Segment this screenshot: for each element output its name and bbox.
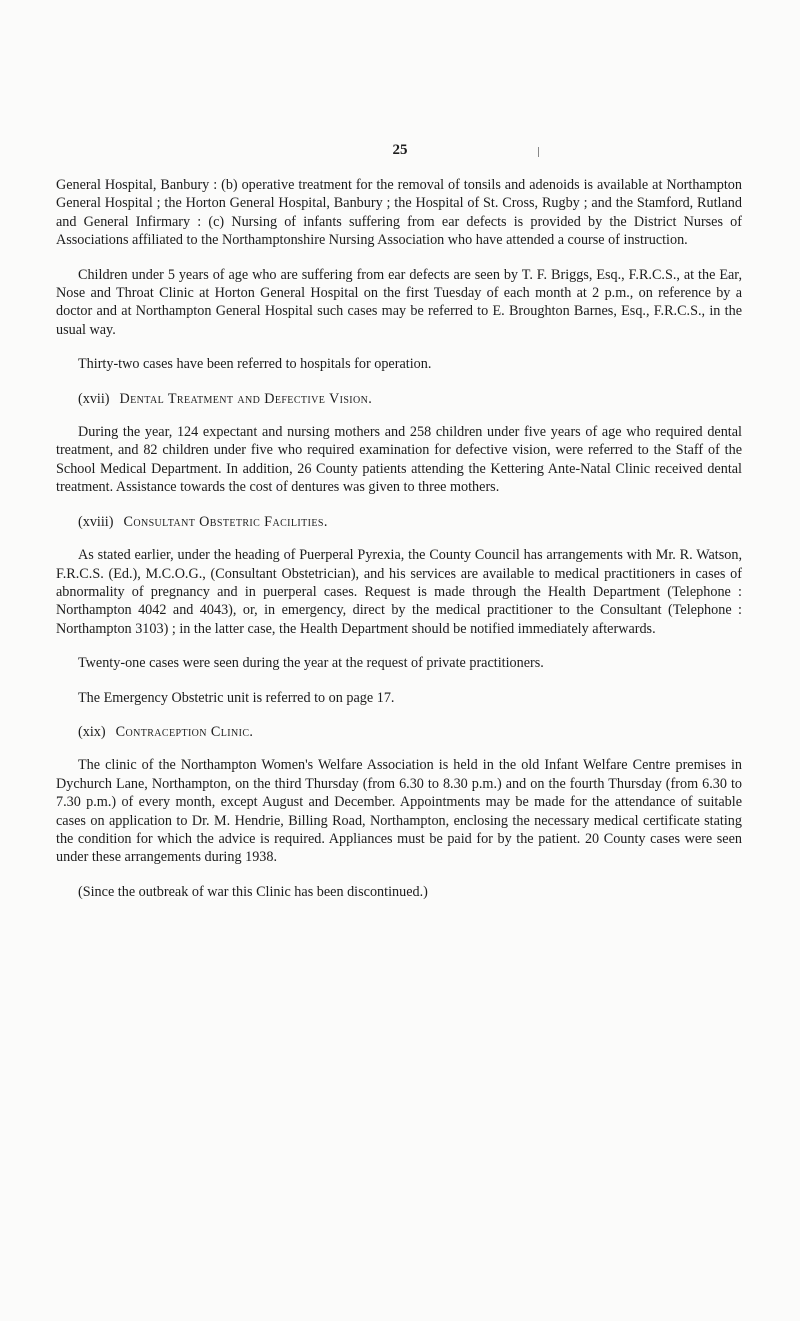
paragraph-children-ear-defects: Children under 5 years of age who are suffering from ear defects are seen by T. F. Briggs, Esq., F.R.C.S., at the Ear, Nose and Throat Clinic at Horton General Hospital on the first Tuesday of each month at 2 p.m., on reference by a doctor and at Northampton General Hospital such cases may be referred to E. Broughton Barnes, Esq., F.R.C.S., in the usual way. xyxy=(56,266,742,338)
page-number: 25 xyxy=(392,142,408,158)
paragraph-cases-referred: Thirty-two cases have been referred to hospitals for operation. xyxy=(78,356,432,373)
paragraph-consultant-obstetric: As stated earlier, under the heading of Puerperal Pyrexia, the County Council has arrangements with Mr. R. Watson, F.R.C.S. (Ed.), M.C.O.G., (Consultant Obstetrician), and his services are available to medical practitioners in cases of abnormality of pregnancy and in puerperal cases. Request is made through the Health Department (Telephone : Northampton 4042 and 4043), or, in emergency, direct by the medical practitioner to the Consultant (Telephone : Northampton 3103) ; in the latter case, the Health Department should be notified immediately afterwards. xyxy=(56,547,742,637)
paragraph-dental-treatment: During the year, 124 expectant and nursing mothers and 258 children under five years of age who required dental treatment, and 82 children under five who required examination for defective vision, were referred to the Staff of the School Medical Department. In addition, 26 County patients attending the Kettering Ante-Natal Clinic received dental treatment. Assistance towards the cost of dentures was given to three mothers. xyxy=(56,424,742,496)
heading-title: Consultant Obstetric Facilities. xyxy=(123,513,328,530)
heading-number: (xvii) xyxy=(78,390,110,407)
heading-title: Dental Treatment and Defective Vision. xyxy=(119,390,373,407)
heading-consultant-obstetric xyxy=(78,513,742,531)
paragraph-twenty-one-cases: Twenty-one cases were seen during the year at the request of private practitioners. xyxy=(78,655,544,672)
heading-dental-treatment xyxy=(78,390,742,408)
paragraph-emergency-unit: The Emergency Obstetric unit is referred to on page 17. xyxy=(78,689,395,706)
paragraph-clinic-discontinued: (Since the outbreak of war this Clinic has been discontinued.) xyxy=(78,883,428,900)
heading-title: Contraception Clinic. xyxy=(115,723,254,740)
heading-number: (xviii) xyxy=(78,513,114,530)
heading-number: (xix) xyxy=(78,723,106,740)
paragraph-contraception-clinic: The clinic of the Northampton Women's Welfare Association is held in the old Infant Welfare Centre premises in Dychurch Lane, Northampton, on the third Thursday (from 6.30 to 8.30 p.m.) and on the fourth Thursday (from 6.30 to 7.30 p.m.) of every month, except August and December. Appointments may be made for the attendance of suitable cases on application to Dr. M. Hendrie, Billing Road, Northampton, enclosing the necessary medical certificate stating the condition for which the advice is required. Appliances must be paid for by the patient. 20 County cases were seen under these arrangements during 1938. xyxy=(56,757,742,866)
paragraph-ear-treatment: General Hospital, Banbury : (b) operative treatment for the removal of tonsils and adenoids is available at Northampton General Hospital ; the Horton General Hospital, Banbury ; the Hospital of St. Cross, Rugby ; and the Stamford, Rutland and General Infirmary : (c) Nursing of infants suffering from ear defects is provided by the District Nurses of Associations affiliated to the Northamptonshire Nursing Association who have attended a course of instruction. xyxy=(56,177,742,249)
document-body xyxy=(56,176,742,917)
margin-mark xyxy=(538,147,539,157)
heading-contraception-clinic xyxy=(78,723,742,741)
